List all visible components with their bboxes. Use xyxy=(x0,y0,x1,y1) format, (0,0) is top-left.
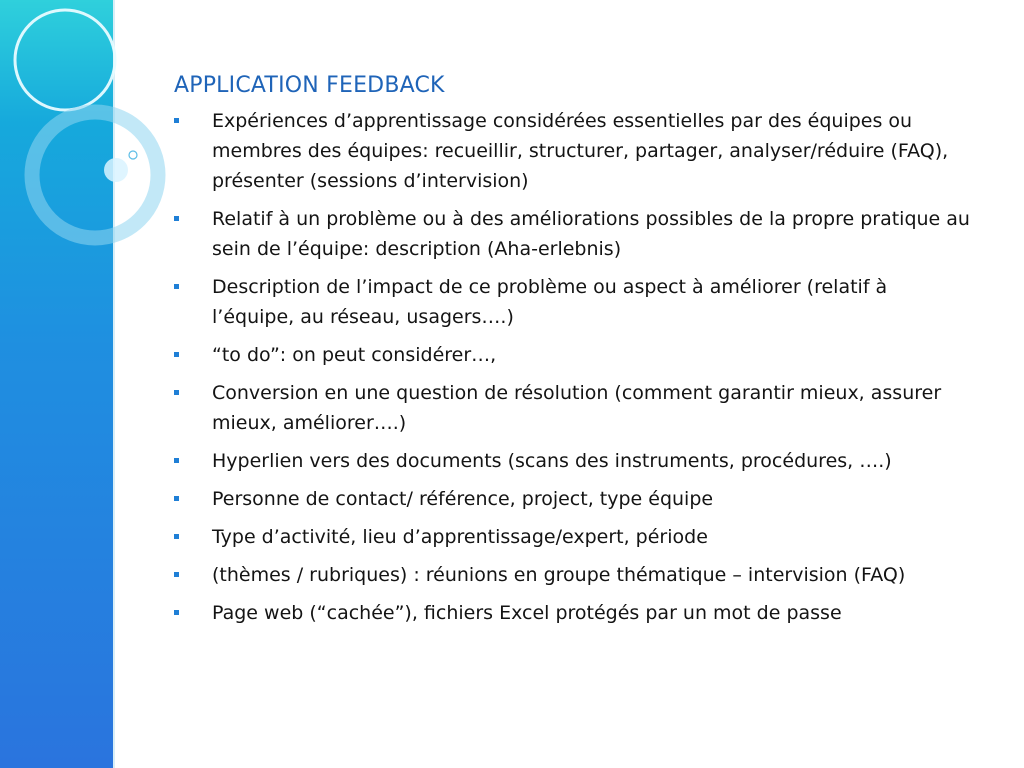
bullet-item xyxy=(174,446,974,476)
thick-ring-shape xyxy=(32,112,158,238)
bullet-list xyxy=(174,106,974,628)
slide-content xyxy=(174,72,974,636)
bullet-text: (thèmes / rubriques) : réunions en groupe thématique – intervision (FAQ) xyxy=(212,564,906,586)
bullet-square-icon xyxy=(174,390,179,395)
bullet-square-icon xyxy=(174,610,179,615)
bullet-item xyxy=(174,378,974,438)
bullet-item xyxy=(174,484,974,514)
slide-title: APPLICATION FEEDBACK xyxy=(174,73,445,98)
bullet-text: Description de l’impact de ce problème ou aspect à améliorer (relatif à l’équipe, au réseau, usagers….) xyxy=(212,276,888,328)
bullet-item xyxy=(174,204,974,264)
bullet-text: Page web (“cachée”), fichiers Excel protégés par un mot de passe xyxy=(212,602,842,624)
bullet-square-icon xyxy=(174,216,179,221)
bullet-item xyxy=(174,560,974,590)
decorative-circles xyxy=(0,0,170,270)
bullet-item xyxy=(174,340,974,370)
bullet-item xyxy=(174,598,974,628)
tiny-ring-shape xyxy=(129,151,137,159)
bullet-square-icon xyxy=(174,496,179,501)
bullet-square-icon xyxy=(174,458,179,463)
bullet-square-icon xyxy=(174,352,179,357)
bullet-item xyxy=(174,272,974,332)
small-dot-shape xyxy=(104,158,128,182)
bullet-text: Hyperlien vers des documents (scans des instruments, procédures, ….) xyxy=(212,450,892,472)
bullet-square-icon xyxy=(174,118,179,123)
bullet-text: “to do”: on peut considérer…, xyxy=(212,344,497,366)
bullet-text: Personne de contact/ référence, project, type équipe xyxy=(212,488,714,510)
bullet-item xyxy=(174,522,974,552)
bullet-text: Relatif à un problème ou à des améliorations possibles de la propre pratique au sein de l’équipe: description (Aha-erlebnis) xyxy=(212,208,970,260)
bullet-text: Type d’activité, lieu d’apprentissage/expert, période xyxy=(212,526,708,548)
bullet-square-icon xyxy=(174,534,179,539)
bullet-item xyxy=(174,106,974,196)
bullet-text: Expériences d’apprentissage considérées essentielles par des équipes ou membres des équipes: recueillir, structurer, partager, analyser/réduire (FAQ), présenter (sessions d’intervision) xyxy=(212,110,949,192)
large-ring-shape xyxy=(15,10,115,110)
bullet-square-icon xyxy=(174,284,179,289)
bullet-text: Conversion en une question de résolution (comment garantir mieux, assurer mieux, améliorer….) xyxy=(212,382,942,434)
bullet-square-icon xyxy=(174,572,179,577)
